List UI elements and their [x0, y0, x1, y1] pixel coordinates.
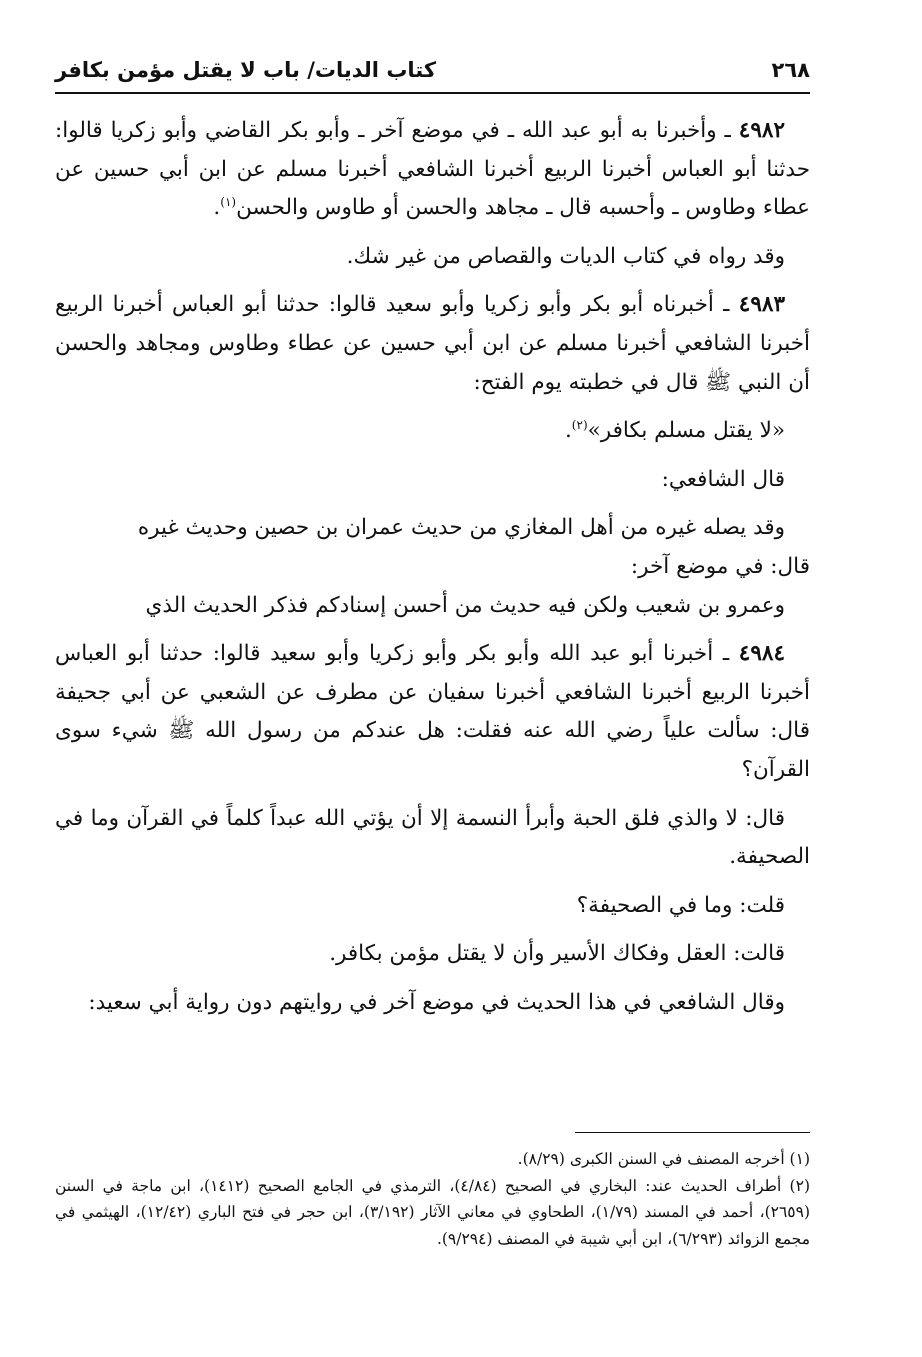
paragraph — [55, 509, 810, 548]
paragraph-text: وقال الشافعي في هذا الحديث في موضع آخر في روايتهم دون رواية أبي سعيد: — [88, 989, 785, 1015]
footnote-reference: (٢) — [571, 418, 588, 432]
main-text — [55, 112, 810, 1032]
hadith-number: ٤٩٨٤ — [738, 641, 785, 667]
paragraph-text: ـ وأخبرنا به أبو عبد الله ـ في موضع آخر ـ وأبو بكر القاضي وأبو زكريا قالوا: حدثنا أبو العباس أخبرنا الربيع أخبرنا الشافعي أخبرنا مسلم عن ابن أبي حسين عن عطاء وطاوس ـ وأحسبه قال ـ مجاهد والحسن أو طاوس والحسن — [55, 118, 810, 221]
paragraph — [55, 548, 810, 587]
footnote-rule — [575, 1132, 810, 1133]
paragraph — [55, 461, 810, 500]
paragraph-text: قال: في موضع آخر: — [630, 553, 810, 579]
paragraph — [55, 112, 810, 228]
paragraph-text: وعمرو بن شعيب ولكن فيه حديث من أحسن إسنادكم فذكر الحديث الذي — [145, 592, 785, 618]
paragraph-tail: . — [213, 195, 221, 221]
paragraph-tail: . — [564, 418, 572, 444]
paragraph — [55, 286, 810, 402]
hadith-number: ٤٩٨٣ — [738, 292, 785, 318]
paragraph — [55, 800, 810, 877]
paragraph — [55, 935, 810, 974]
footnote: (١) أخرجه المصنف في السنن الكبرى (٨/٢٩). — [517, 1150, 810, 1168]
paragraph-text: قالت: العقل وفكاك الأسير وأن لا يقتل مؤمن بكافر. — [329, 941, 785, 967]
footnote: (٢) أطراف الحديث عند: البخاري في الصحيح (٤/٨٤)، الترمذي في الجامع الصحيح (١٤١٢)، ابن ماجة في السنن (٢٦٥٩)، أحمد في المسند (١/٧٩)، الطحاوي في معاني الآثار (٣/١٩٢)، ابن حجر في فتح الباري (١٢/٤٢)، الهيثمي في مجمع الزوائد (٦/٢٩٣)، ابن أبي شيبة في المصنف (٩/٢٩٤). — [55, 1176, 811, 1248]
paragraph-text: ـ أخبرنا أبو عبد الله وأبو بكر وأبو زكريا وأبو سعيد قالوا: حدثنا أبو العباس أخبرنا الربيع أخبرنا الشافعي أخبرنا سفيان عن مطرف عن الشعبي عن أبي جحيفة قال: سألت علياً رضي الله عنه فقلت: هل عندكم من رسول الله ﷺ شيء سوى القرآن؟ — [55, 641, 810, 782]
paragraph-text: ـ أخبرناه أبو بكر وأبو زكريا وأبو سعيد قالوا: حدثنا أبو العباس أخبرنا الربيع أخبرنا الشافعي أخبرنا مسلم عن ابن أبي حسين عن عطاء وطاوس ومجاهد والحسن أن النبي ﷺ قال في خطبته يوم الفتح: — [55, 292, 810, 395]
paragraph-text: وقد رواه في كتاب الديات والقصاص من غير شك. — [346, 243, 785, 269]
chapter-title: كتاب الديات/ باب لا يقتل مؤمن بكافر — [55, 58, 437, 82]
paragraph-text: قال الشافعي: — [661, 466, 785, 492]
paragraph-text: وقد يصله غيره من أهل المغازي من حديث عمران بن حصين وحديث غيره — [137, 515, 785, 541]
paragraph-text: قلت: وما في الصحيفة؟ — [576, 892, 785, 918]
paragraph — [55, 238, 810, 277]
footnotes — [55, 1146, 810, 1252]
paragraph-text: «لا يقتل مسلم بكافر» — [587, 418, 785, 444]
paragraph — [55, 887, 810, 926]
hadith-number: ٤٩٨٢ — [738, 118, 785, 143]
paragraph — [55, 587, 810, 626]
footnote-reference: (١) — [220, 195, 237, 210]
paragraph — [55, 984, 810, 1023]
page-number: ٢٦٨ — [771, 58, 810, 82]
paragraph — [55, 635, 810, 789]
paragraph-text: قال: لا والذي فلق الحبة وأبرأ النسمة إلا أن يؤتي الله عبداً كلماً في القرآن وما في الصحيفة. — [55, 805, 810, 870]
paragraph — [55, 412, 810, 451]
running-header — [55, 50, 810, 90]
header-rule — [55, 92, 810, 94]
